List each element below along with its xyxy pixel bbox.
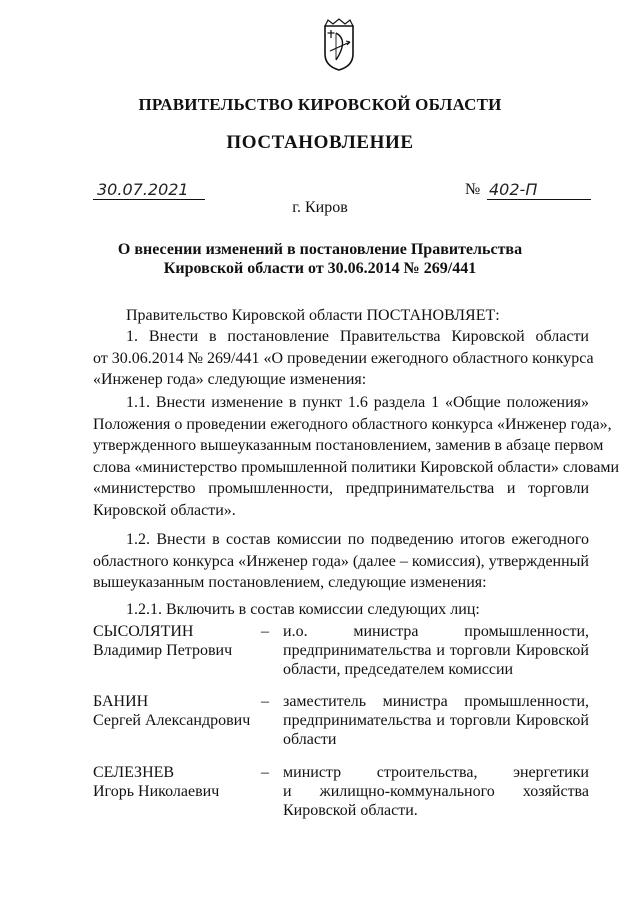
number-label: № [465, 181, 481, 198]
text-line: 1.1. Внести изменение в пункт 1.6 раздела 1 «Общие положения» [126, 394, 589, 411]
member-dash: – [261, 764, 269, 781]
paragraph-1 [93, 326, 594, 391]
text-line: и.о. министра промышленности, [283, 623, 589, 640]
member-role [283, 622, 589, 679]
member-given-names: Игорь Николаевич [93, 783, 220, 800]
text-line: утвержденного вышеуказанным постановлением, заменив в абзаце первом [93, 437, 604, 454]
text-line: области [283, 731, 337, 748]
government-name: ПРАВИТЕЛЬСТВО КИРОВСКОЙ ОБЛАСТИ [138, 95, 502, 114]
kirov-coat-of-arms-icon [319, 18, 359, 72]
text-line: Правительство Кировской области ПОСТАНОВЛЯЕТ: [126, 307, 500, 324]
text-line: областного конкурса «Инженер года» (далее – комиссия), утвержденный [93, 552, 589, 570]
paragraph-1-2-1 [93, 599, 589, 621]
member-dash: – [261, 693, 269, 710]
text-line: вышеуказанным постановлением, следующие изменения: [93, 574, 487, 591]
member-name [93, 692, 268, 730]
commission-member [93, 763, 589, 823]
text-line: Кировской области. [283, 802, 418, 819]
member-given-names: Сергей Александрович [93, 712, 251, 729]
commission-member [93, 692, 589, 752]
member-surname: СЫСОЛЯТИН [93, 623, 194, 640]
member-name [93, 622, 268, 660]
text-line: министр строительства, энергетики [283, 764, 589, 781]
member-surname: СЕЛЕЗНЕВ [93, 764, 175, 781]
text-line: 1. Внести в постановление Правительства Кировской области [126, 328, 589, 345]
city: г. Киров [292, 199, 348, 216]
text-line: Положения о проведении ежегодного областного конкурса «Инженер года», [93, 415, 612, 433]
text-line: области, председателем комиссии [283, 661, 514, 678]
text-line: «Инженер года» следующие изменения: [93, 371, 367, 388]
text-line: и жилищно-коммунального хозяйства [283, 783, 589, 800]
text-line: заместитель министра промышленности, [283, 693, 589, 710]
text-line: от 30.06.2014 № 269/441 «О проведении ежегодного областного конкурса [93, 349, 594, 367]
text-line: слова «министерство промышленной политики Кировской области» словами [93, 458, 620, 476]
member-surname: БАНИН [93, 693, 149, 710]
text-line: «министерство промышленности, предпринимательства и торговли [93, 480, 589, 497]
document-date: 30.07.2021 [93, 180, 205, 200]
text-line: 1.2. Внести в состав комиссии по подведению итогов ежегодного [126, 531, 589, 548]
commission-member [93, 622, 589, 682]
text-line: 1.2.1. Включить в состав комиссии следующих лиц: [126, 601, 480, 618]
member-name [93, 763, 268, 801]
member-role [283, 763, 589, 820]
member-dash: – [261, 623, 269, 640]
text-line: предпринимательства и торговли Кировской [283, 712, 589, 729]
text-line: предпринимательства и торговли Кировской [283, 642, 589, 659]
paragraph-1-1 [93, 392, 620, 521]
document-number: 402-П [487, 180, 591, 200]
document-type: ПОСТАНОВЛЕНИЕ [226, 132, 414, 153]
subject-line: О внесении изменений в постановление Правительства [117, 241, 523, 258]
subject-line: Кировской области от 30.06.2014 № 269/441 [163, 260, 477, 277]
member-role [283, 692, 589, 749]
member-given-names: Владимир Петрович [93, 642, 233, 659]
paragraph-1-2 [93, 529, 589, 594]
paragraph-intro [93, 305, 589, 327]
text-line: Кировской области». [93, 501, 236, 519]
